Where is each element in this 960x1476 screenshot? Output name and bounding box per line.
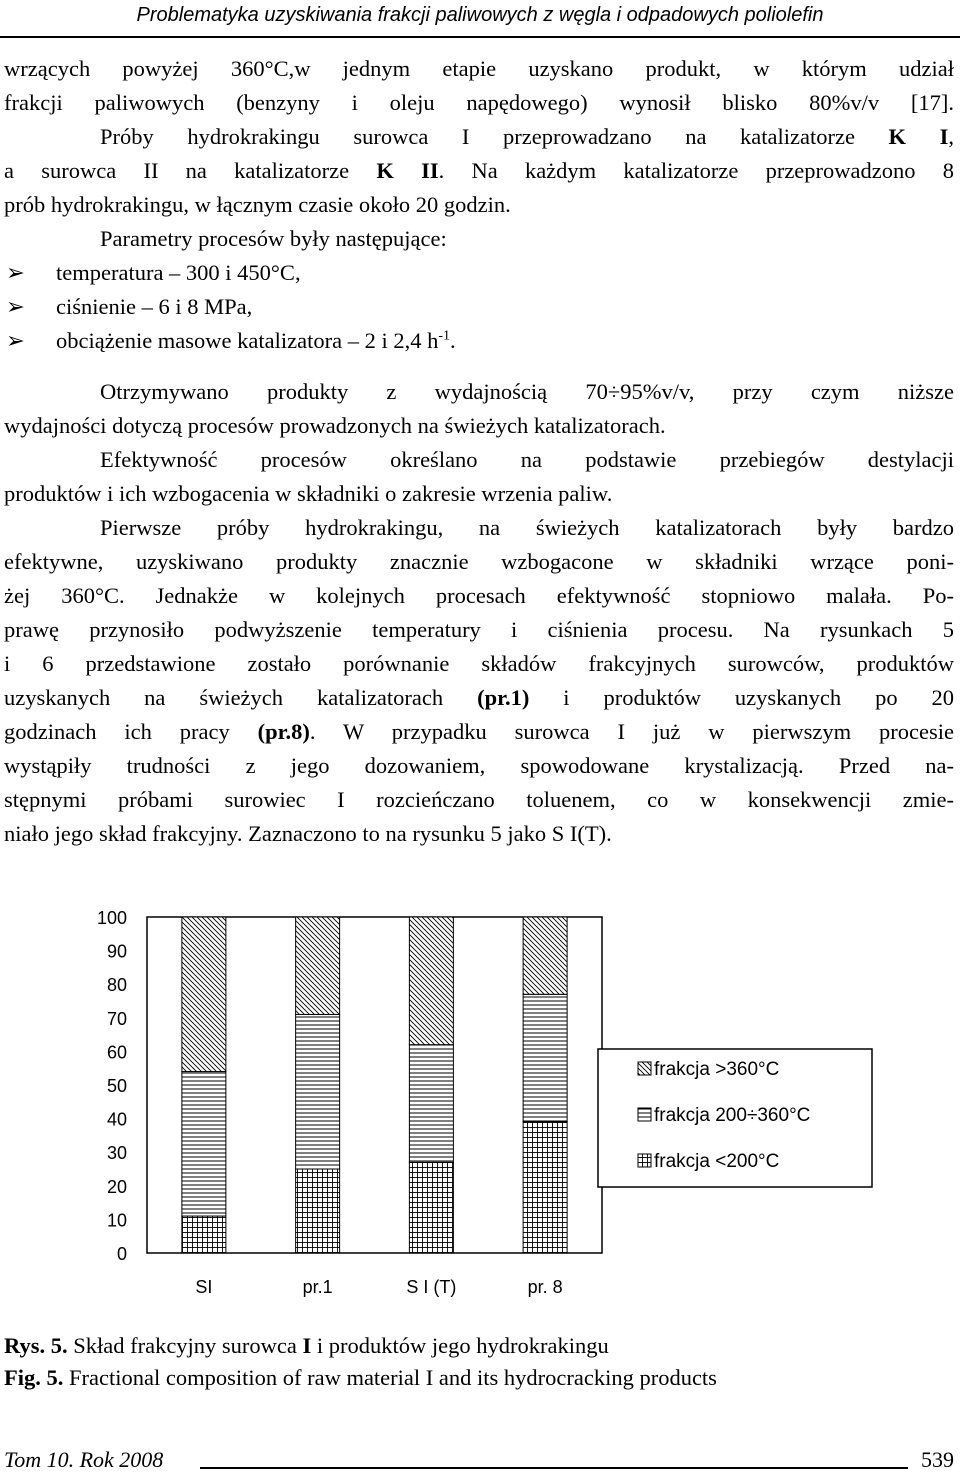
x-tick-label: SI bbox=[195, 1277, 213, 1297]
header-rule bbox=[0, 36, 960, 38]
bullet-item: ➢ obciążenie masowe katalizatora – 2 i 2,4 $h^{-1}$. bbox=[4, 324, 954, 358]
text-line: produktów i ich wzbogacenia w składniki o zakresie wrzenia paliw. bbox=[4, 481, 613, 506]
page-number: 539 bbox=[921, 1447, 954, 1472]
text-line: wydajności dotyczą procesów prowadzonych na świeżych katalizatorach. bbox=[4, 413, 666, 438]
arrow-bullet-icon: ➢ bbox=[6, 328, 25, 353]
y-tick-label: 50 bbox=[106, 1076, 127, 1096]
text-line: efektywne, uzyskiwano produkty znacznie wzbogacone w składniki wrzące poni- bbox=[4, 549, 954, 574]
text-line: wrzących powyżej 360°C,w jednym etapie uzyskano produkt, w którym udział bbox=[4, 56, 954, 81]
y-tick-label: 10 bbox=[106, 1210, 127, 1231]
y-tick-label: 70 bbox=[106, 1008, 127, 1029]
y-tick-label: 0 bbox=[116, 1244, 127, 1264]
y-tick-label: 90 bbox=[106, 941, 127, 962]
text-line: prób hydrokrakingu, w łącznym czasie około 20 godzin. bbox=[4, 192, 511, 217]
x-axis-labels bbox=[195, 1277, 562, 1297]
text-line: a surowca II na katalizatorze K II. Na każdym katalizatorze przeprowadzono 8 bbox=[4, 158, 954, 183]
text-line: wystąpiły trudności z jego dozowaniem, spowodowane krystalizacją. Przed na- bbox=[4, 753, 954, 778]
bar-segment bbox=[296, 1014, 340, 1169]
legend-label: frakcja 200÷360°C bbox=[654, 1105, 811, 1126]
bar-segment bbox=[182, 1072, 226, 1216]
footer-rule bbox=[200, 1467, 908, 1469]
text-line: niało jego skład frakcyjny. Zaznaczono to na rysunku 5 jako S I(T). bbox=[4, 821, 612, 846]
x-tick-label: pr.1 bbox=[302, 1277, 333, 1297]
text-line: prawę przynosiło podwyższenie temperatury i ciśnienia procesu. Na rysunkach 5 bbox=[4, 617, 954, 642]
y-tick-label: 40 bbox=[106, 1109, 127, 1130]
x-tick-label: S I (T) bbox=[406, 1277, 457, 1297]
arrow-bullet-icon: ➢ bbox=[6, 294, 25, 319]
bullet-item: ➢ temperatura – 300 i 450°C, bbox=[4, 256, 954, 290]
legend-swatch bbox=[638, 1062, 651, 1075]
legend-label: frakcja <200°C bbox=[654, 1151, 780, 1172]
bar-segment bbox=[523, 1122, 567, 1253]
text-line: Pierwsze próby hydrokrakingu, na świeżych katalizatorach były bardzo bbox=[100, 515, 954, 540]
y-tick-label: 100 bbox=[96, 908, 127, 928]
text-line: Efektywność procesów określano na podstawie przebiegów destylacji bbox=[100, 447, 954, 472]
arrow-bullet-icon: ➢ bbox=[6, 260, 25, 285]
legend bbox=[598, 1049, 872, 1187]
bar-segment bbox=[409, 1045, 453, 1163]
y-axis-ticks bbox=[97, 908, 127, 1264]
text-line: godzinach ich pracy (pr.8). W przypadku surowca I już w pierwszym procesie bbox=[4, 719, 954, 744]
bar-segment bbox=[296, 917, 340, 1014]
bar-segment bbox=[523, 917, 567, 994]
article-body bbox=[4, 52, 954, 851]
bar-segment bbox=[182, 1216, 226, 1253]
bar-segment bbox=[409, 917, 453, 1045]
footer-volume: Tom 10. Rok 2008 bbox=[4, 1447, 164, 1472]
fraction-composition-chart bbox=[0, 895, 960, 1315]
text-line: uzyskanych na świeżych katalizatorach (pr.1) i produktów uzyskanych po 20 bbox=[4, 685, 954, 710]
running-header: Problematyka uzyskiwania frakcji paliwowych z węgla i odpadowych poliolefin bbox=[136, 4, 824, 26]
text-line: Próby hydrokrakingu surowca I przeprowadzano na katalizatorze K I, bbox=[100, 124, 954, 149]
caption-polish: Rys. 5. Skład frakcyjny surowca I i produktów jego hydrokrakingu bbox=[4, 1333, 609, 1358]
bar-segment bbox=[296, 1169, 340, 1253]
legend-swatch bbox=[638, 1154, 651, 1167]
text-line: i 6 przedstawione zostało porównanie składów frakcyjnych surowców, produktów bbox=[4, 651, 954, 676]
text-line: Otrzymywano produkty z wydajnością 70÷95%v/v, przy czym niższe bbox=[100, 379, 954, 404]
y-tick-label: 60 bbox=[106, 1042, 127, 1063]
text-line: stępnymi próbami surowiec I rozcieńczano toluenem, co w konsekwencji zmie- bbox=[4, 787, 954, 812]
y-tick-label: 20 bbox=[106, 1176, 127, 1197]
text-line: żej 360°C. Jednakże w kolejnych procesach efektywność stopniowo malała. Po- bbox=[4, 583, 954, 608]
legend-label: frakcja >360°C bbox=[654, 1059, 780, 1080]
bar-segment bbox=[523, 994, 567, 1122]
y-tick-label: 30 bbox=[106, 1143, 127, 1164]
bar-segment bbox=[182, 917, 226, 1072]
text-line: Parametry procesów były następujące: bbox=[100, 226, 447, 251]
caption-english: Fig. 5. Fractional composition of raw material I and its hydrocracking products bbox=[4, 1365, 717, 1390]
legend-swatch bbox=[638, 1108, 651, 1121]
x-tick-label: pr. 8 bbox=[527, 1277, 563, 1297]
bullet-item: ➢ ciśnienie – 6 i 8 MPa, bbox=[4, 290, 954, 324]
text-line: frakcji paliwowych (benzyny i oleju napędowego) wynosił blisko 80%v/v [17]. bbox=[4, 90, 954, 115]
bar-segment bbox=[409, 1162, 453, 1253]
figure-caption bbox=[4, 1330, 954, 1394]
y-tick-label: 80 bbox=[106, 975, 127, 996]
